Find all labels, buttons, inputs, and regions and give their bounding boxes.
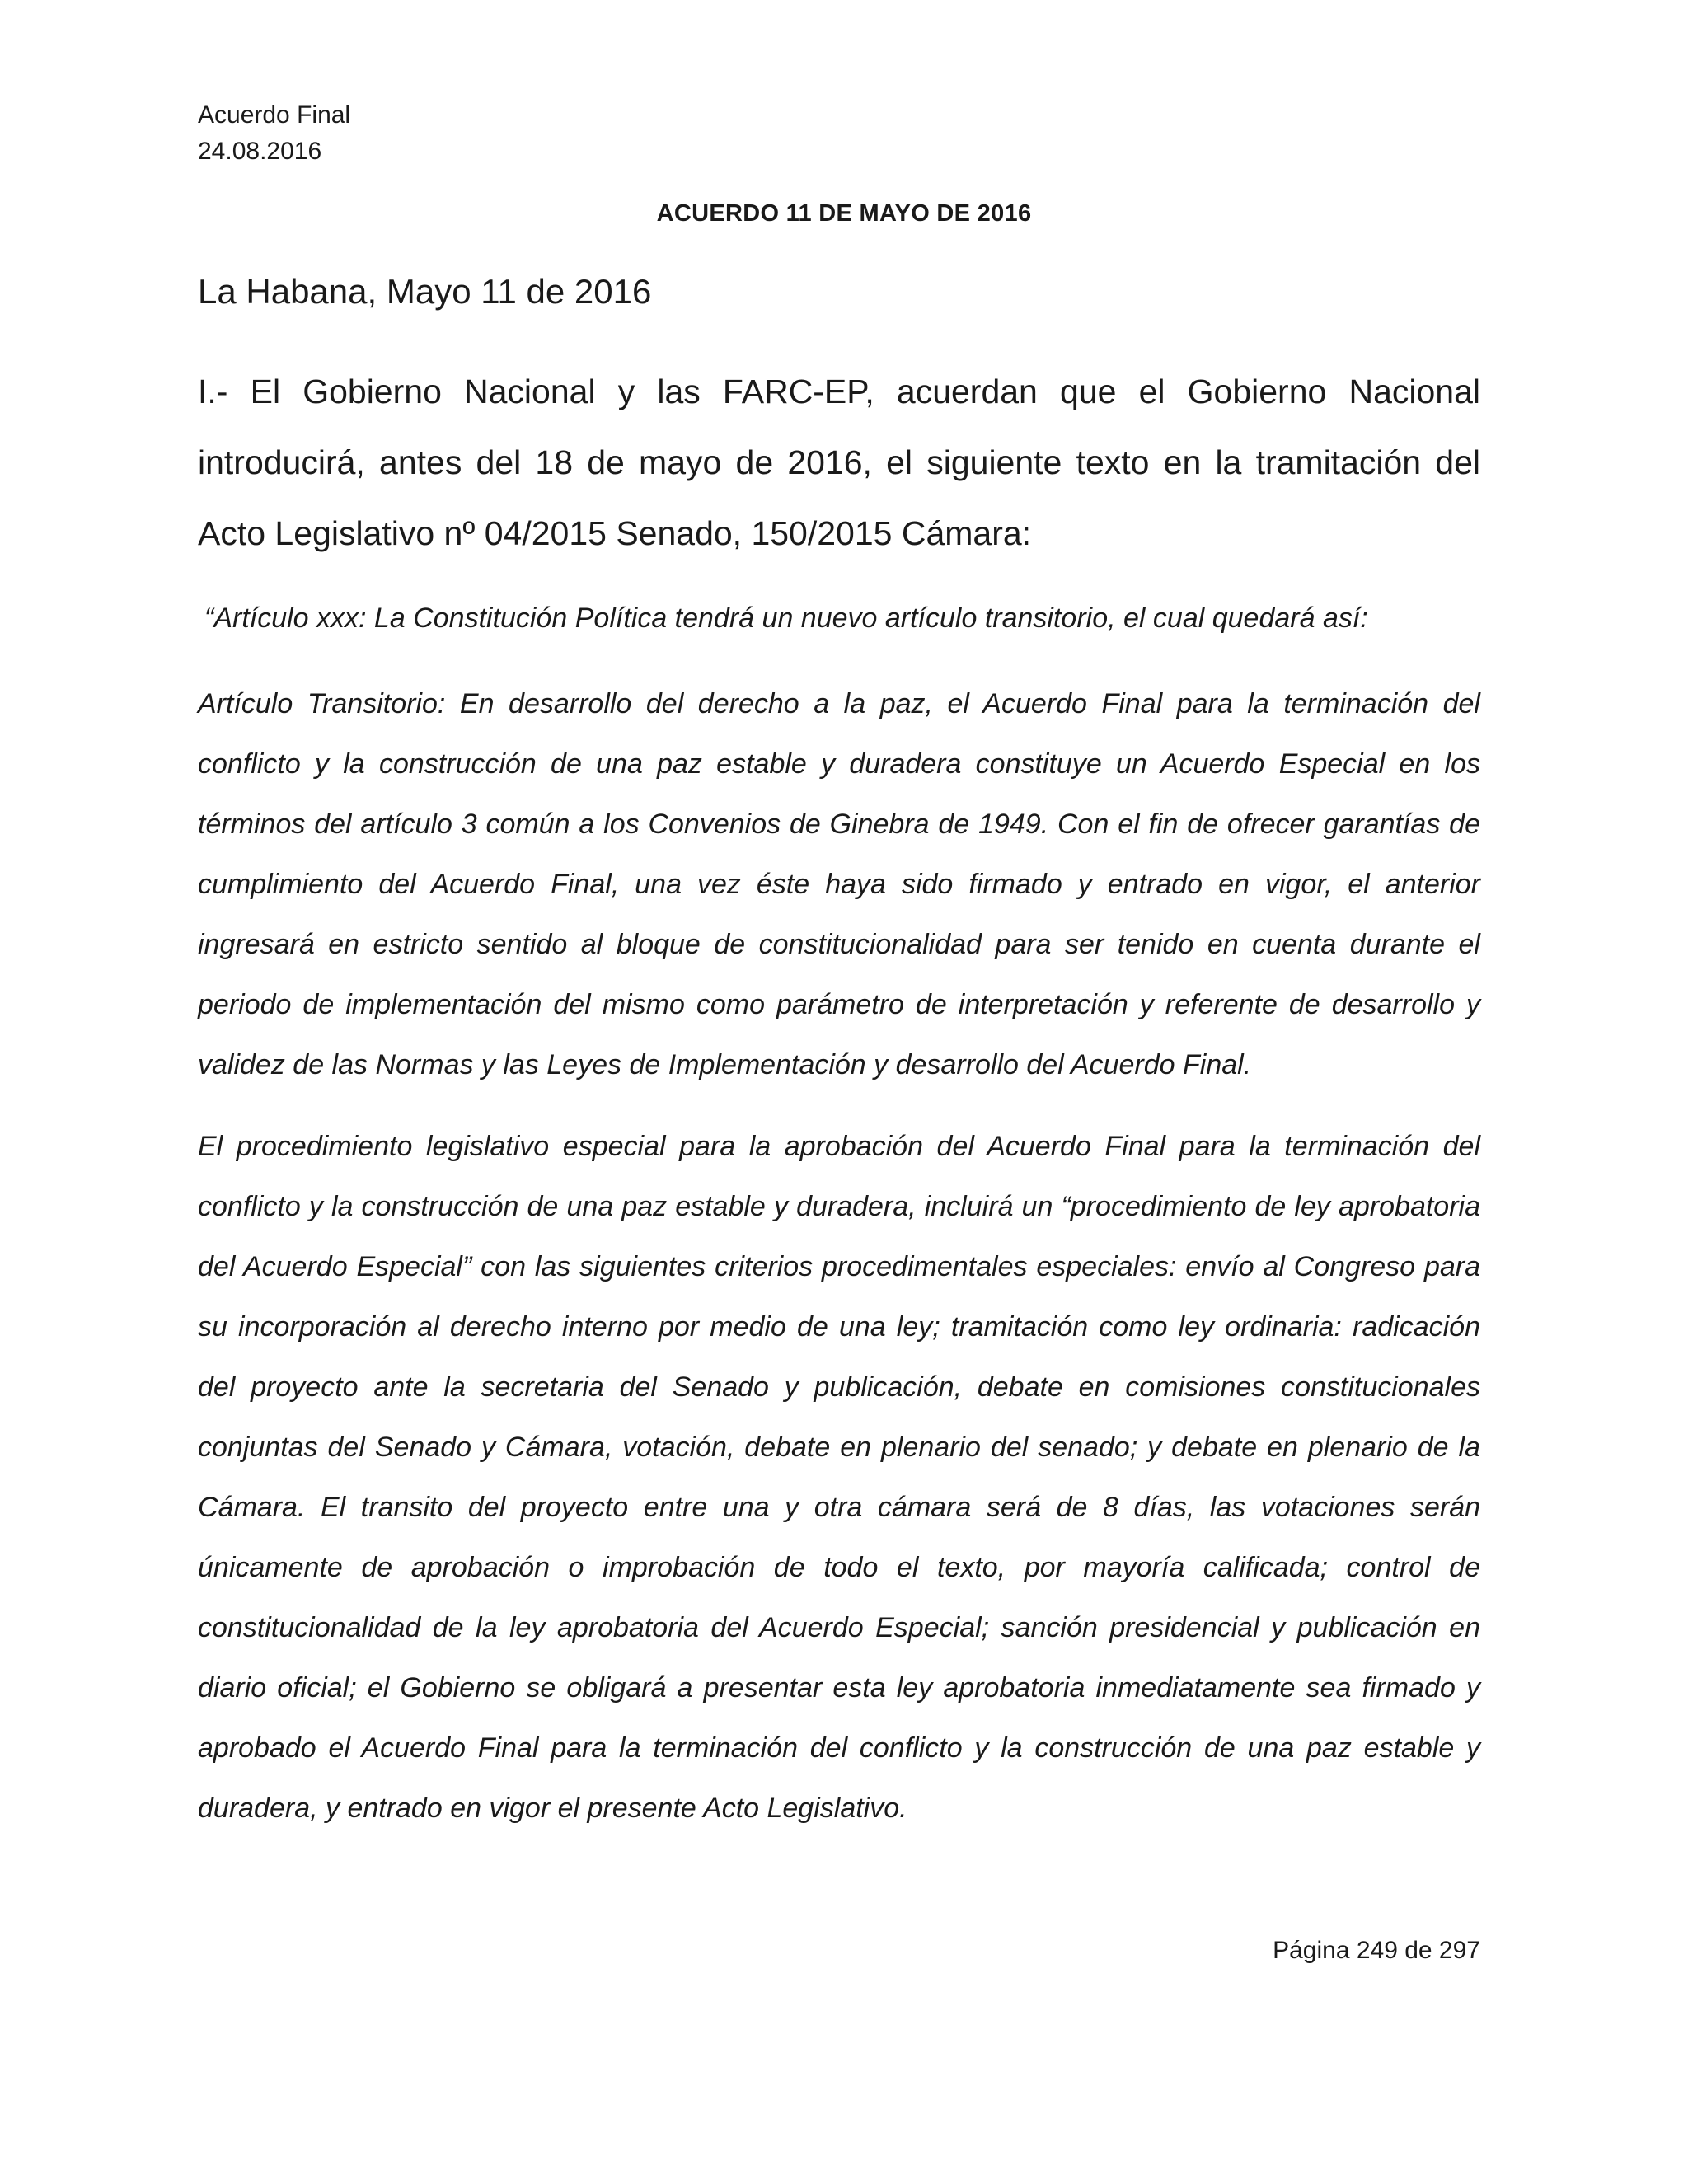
header-document-name: Acuerdo Final xyxy=(198,101,351,129)
place-and-date: La Habana, Mayo 11 de 2016 xyxy=(198,272,652,311)
article-paragraph-2: El procedimiento legislativo especial para la aprobación del Acuerdo Final para la terminación del conflicto y la construcción de una paz estable y duradera, incluirá un “procedimiento de ley aprobatoria del Acuerdo Especial” con las siguientes criterios procedimentales especiales: envío al Congreso para su incorporación al derecho interno por medio de una ley; tramitación como ley ordinaria: radicación del proyecto ante la secretaria del Senado y publicación, debate en comisiones constitucionales conjuntas del Senado y Cámara, votación, debate en plenario del senado; y debate en plenario de la Cámara. El transito del proyecto entre una y otra cámara será de 8 días, las votaciones serán únicamente de aprobación o improbación de todo el texto, por mayoría calificada; control de constitucionalidad de la ley aprobatoria del Acuerdo Especial; sanción presidencial y publicación en diario oficial; el Gobierno se obligará a presentar esta ley aprobatoria inmediatamente sea firmado y aprobado el Acuerdo Final para la terminación del conflicto y la construcción de una paz estable y duradera, y entrado en vigor el presente Acto Legislativo. xyxy=(198,1131,1480,1824)
running-header xyxy=(198,97,350,170)
page-number: Página 249 de 297 xyxy=(1273,1937,1480,1964)
header-date: 24.08.2016 xyxy=(198,138,322,165)
quoted-article-heading: “Artículo xxx: La Constitución Política tendrá un nuevo artículo transitorio, el cual quedará así: xyxy=(204,602,1368,634)
article-paragraph-1: Artículo Transitorio: En desarrollo del derecho a la paz, el Acuerdo Final para la terminación del conflicto y la construcción de una paz estable y duradera constituye un Acuerdo Especial en los términos del artículo 3 común a los Convenios de Ginebra de 1949. Con el fin de ofrecer garantías de cumplimiento del Acuerdo Final, una vez éste haya sido firmado y entrado en vigor, el anterior ingresará en estricto sentido al bloque de constitucionalidad para ser tenido en cuenta durante el periodo de implementación del mismo como parámetro de interpretación y referente de desarrollo y validez de las Normas y las Leyes de Implementación y desarrollo del Acuerdo Final. xyxy=(198,688,1480,1080)
intro-paragraph: I.- El Gobierno Nacional y las FARC-EP, acuerdan que el Gobierno Nacional introducirá, antes del 18 de mayo de 2016, el siguiente texto en la tramitación del Acto Legislativo nº 04/2015 Senado, 150/2015 Cámara: xyxy=(198,373,1480,552)
section-title: ACUERDO 11 DE MAYO DE 2016 xyxy=(656,200,1032,227)
